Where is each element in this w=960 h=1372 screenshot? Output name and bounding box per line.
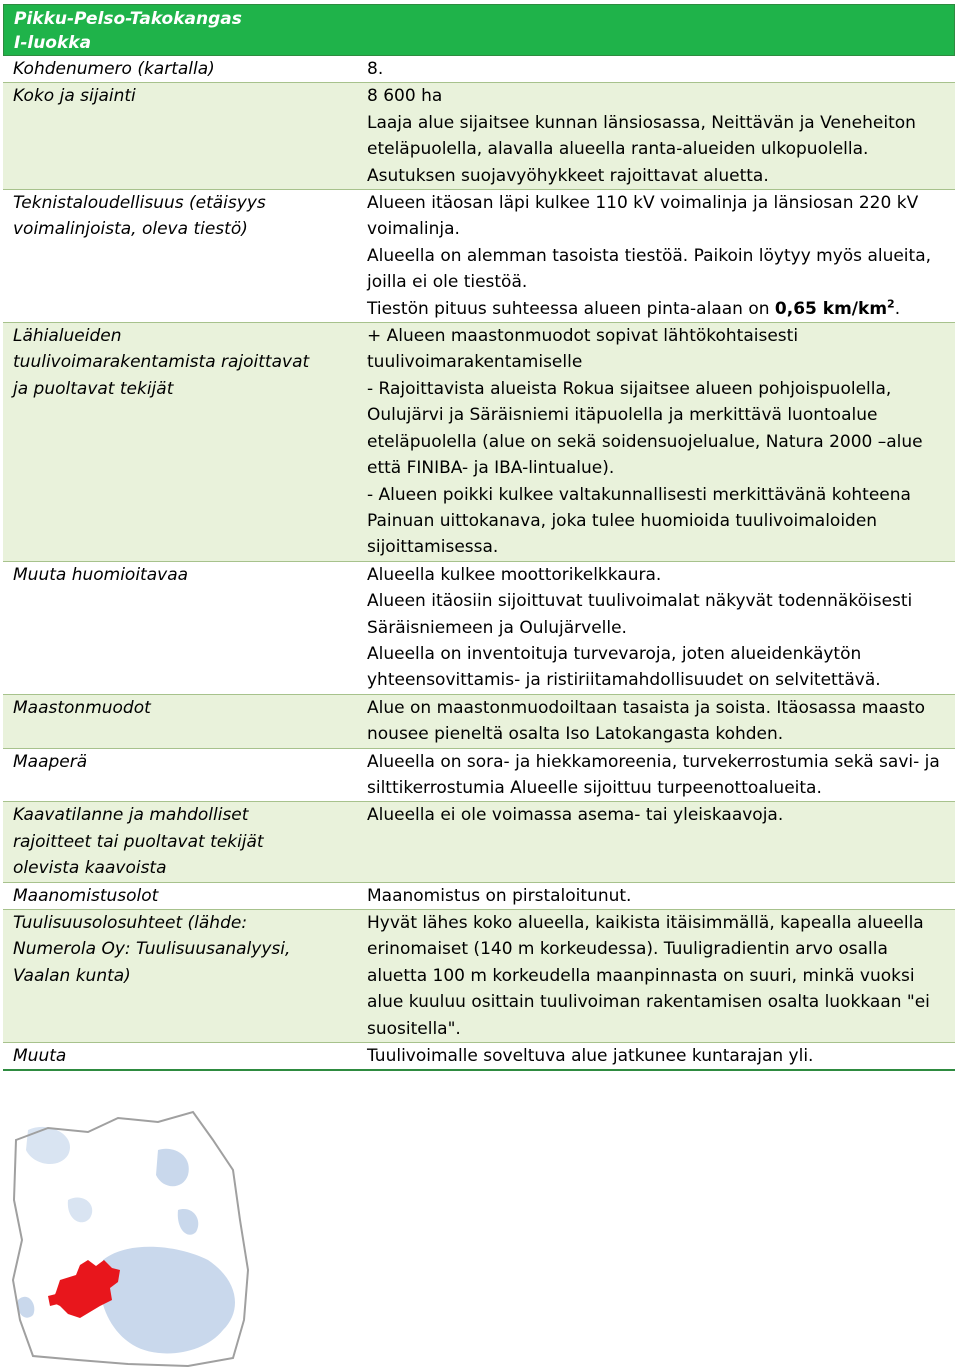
text-line: Alue on maastonmuodoiltaan tasaista ja soista. Itäosassa maasto — [367, 697, 926, 718]
text-line: Koko ja sijainti — [13, 86, 136, 107]
text-line: joilla ei ole tiestöä. — [367, 272, 528, 293]
text-line: Alueella on alemman tasoista tiestöä. Paikoin löytyy myös alueita, — [367, 245, 932, 266]
row-label — [3, 561, 356, 694]
text-line: ja puoltavat tekijät — [13, 378, 174, 399]
row-value — [356, 910, 955, 1043]
text-line: Muuta huomioitavaa — [13, 564, 189, 585]
table-row — [3, 323, 955, 562]
text-line: - Alueen poikki kulkee valtakunnallisesti merkittävänä kohteena — [367, 484, 911, 505]
text-line: suositella". — [367, 1018, 461, 1039]
text-line: että FINIBA- ja IBA-lintualue). — [367, 458, 615, 479]
table-row — [3, 190, 955, 323]
text-line: tuulivoimarakentamista rajoittavat — [13, 352, 310, 373]
text-line: - Rajoittavista alueista Rokua sijaitsee alueen pohjoispuolella, — [367, 378, 892, 399]
text-line: Kaavatilanne ja mahdolliset — [13, 805, 249, 826]
row-label — [3, 910, 356, 1043]
text-line: eteläpuolella, alavalla alueella ranta-alueiden ulkopuolella. — [367, 139, 869, 160]
row-label — [3, 882, 356, 909]
text-line: Maaperä — [13, 751, 88, 772]
text-line: Maanomistusolot — [13, 885, 159, 906]
text-line: Teknistaloudellisuus (etäisyys — [13, 193, 266, 214]
text-line: Alueella on sora- ja hiekkamoreenia, turvekerrostumia sekä savi- ja — [367, 751, 940, 772]
text-line: Alueella on inventoituja turvevaroja, joten alueidenkäytön — [367, 643, 862, 664]
text-line: olevista kaavoista — [13, 858, 167, 879]
area-header — [3, 4, 955, 56]
row-value — [356, 802, 955, 882]
document — [3, 4, 955, 1071]
text-line: Lähialueiden — [13, 326, 122, 347]
table-row — [3, 56, 955, 83]
row-value — [356, 56, 955, 83]
area-info-table — [3, 56, 955, 1071]
row-label — [3, 1043, 356, 1071]
area-class: I-luokka — [14, 33, 92, 53]
row-value — [356, 694, 955, 748]
text-line: Painuan uittokanava, joka tulee huomioida tuulivoimaloiden — [367, 510, 878, 531]
text-line: voimalinjoista, oleva tiestö) — [13, 219, 248, 240]
row-label — [3, 802, 356, 882]
table-row — [3, 748, 955, 802]
text-line: Tuulisuusolosuhteet (lähde: — [13, 913, 248, 933]
text-line: 8. — [367, 59, 384, 79]
text-line: rajoitteet tai puoltavat tekijät — [13, 831, 264, 852]
text-line: eteläpuolella (alue on sekä soidensuojelualue, Natura 2000 –alue — [367, 431, 923, 452]
text-line: 8 600 ha — [367, 86, 443, 107]
row-value — [356, 190, 955, 323]
row-value — [356, 83, 955, 190]
text-line: alue kuuluu osittain tuulivoiman rakentamisen osalta luokkaan "ei — [367, 992, 930, 1013]
text-line: Numerola Oy: Tuulisuusanalyysi, — [13, 939, 291, 960]
road-density-line: Tiestön pituus suhteessa alueen pinta-alaan on 0,65 $km/km^2$. — [367, 297, 901, 319]
text-line: Muuta — [13, 1046, 67, 1067]
text-line: yhteensovittamis- ja ristiriitamahdollisuudet on selvitettävä. — [367, 670, 881, 691]
text-line: + Alueen maastonmuodot sopivat lähtökohtaisesti — [367, 326, 799, 347]
row-value — [356, 1043, 955, 1071]
table-row — [3, 83, 955, 190]
row-label — [3, 694, 356, 748]
text-line: Laaja alue sijaitsee kunnan länsiosassa, Neittävän ja Veneheiton — [367, 112, 916, 133]
text-line: aluetta 100 m korkeudella maanpinnasta on suuri, minkä vuoksi — [367, 965, 915, 986]
text-line: Maastonmuodot — [13, 697, 151, 718]
table-row — [3, 802, 955, 882]
text-line: Alueen itäosan läpi kulkee 110 kV voimalinja ja länsiosan 220 kV — [367, 193, 919, 214]
text-line: erinomaiset (140 m korkeudessa). Tuuligradientin arvo osalla — [367, 939, 888, 960]
row-label — [3, 190, 356, 323]
text-line: Vaalan kunta) — [13, 965, 131, 986]
text-line: voimalinja. — [367, 219, 460, 240]
text-line: silttikerrostumia Alueelle sijoittuu turpeenottoalueita. — [367, 777, 822, 798]
text-line: Tuulivoimalle soveltuva alue jatkunee kuntarajan yli. — [367, 1046, 814, 1067]
text-line: tuulivoimarakentamiselle — [367, 352, 583, 373]
text-line: Maanomistus on pirstaloitunut. — [367, 885, 632, 906]
text-line: Alueella kulkee moottorikelkkaura. — [367, 564, 662, 585]
text-line: nousee pieneltä osalta Iso Latokangasta kohden. — [367, 724, 784, 745]
location-map — [8, 1110, 250, 1368]
table-row — [3, 1043, 955, 1071]
row-value — [356, 561, 955, 694]
table-row — [3, 561, 955, 694]
text-line: sijoittamisessa. — [367, 537, 499, 558]
area-title: Pikku-Pelso-Takokangas — [14, 9, 242, 29]
row-label — [3, 56, 356, 83]
text-line: Alueella ei ole voimassa asema- tai yleiskaavoja. — [367, 805, 784, 826]
text-line: Asutuksen suojavyöhykkeet rajoittavat aluetta. — [367, 165, 769, 186]
row-value — [356, 748, 955, 802]
row-label — [3, 323, 356, 562]
row-value — [356, 323, 955, 562]
table-row — [3, 694, 955, 748]
text-line: Kohdenumero (kartalla) — [13, 59, 215, 79]
table-row — [3, 882, 955, 909]
text-line: Oulujärvi ja Säräisniemi itäpuolella ja merkittävä luontoalue — [367, 405, 878, 426]
text-line: Hyvät lähes koko alueella, kaikista itäisimmällä, kapealla alueella — [367, 913, 924, 933]
row-value — [356, 882, 955, 909]
row-label — [3, 748, 356, 802]
table-row — [3, 910, 955, 1043]
row-label — [3, 83, 356, 190]
text-line: Alueen itäosiin sijoittuvat tuulivoimalat näkyvät todennäköisesti — [367, 591, 913, 612]
text-line: Säräisniemeen ja Oulujärvelle. — [367, 617, 627, 638]
